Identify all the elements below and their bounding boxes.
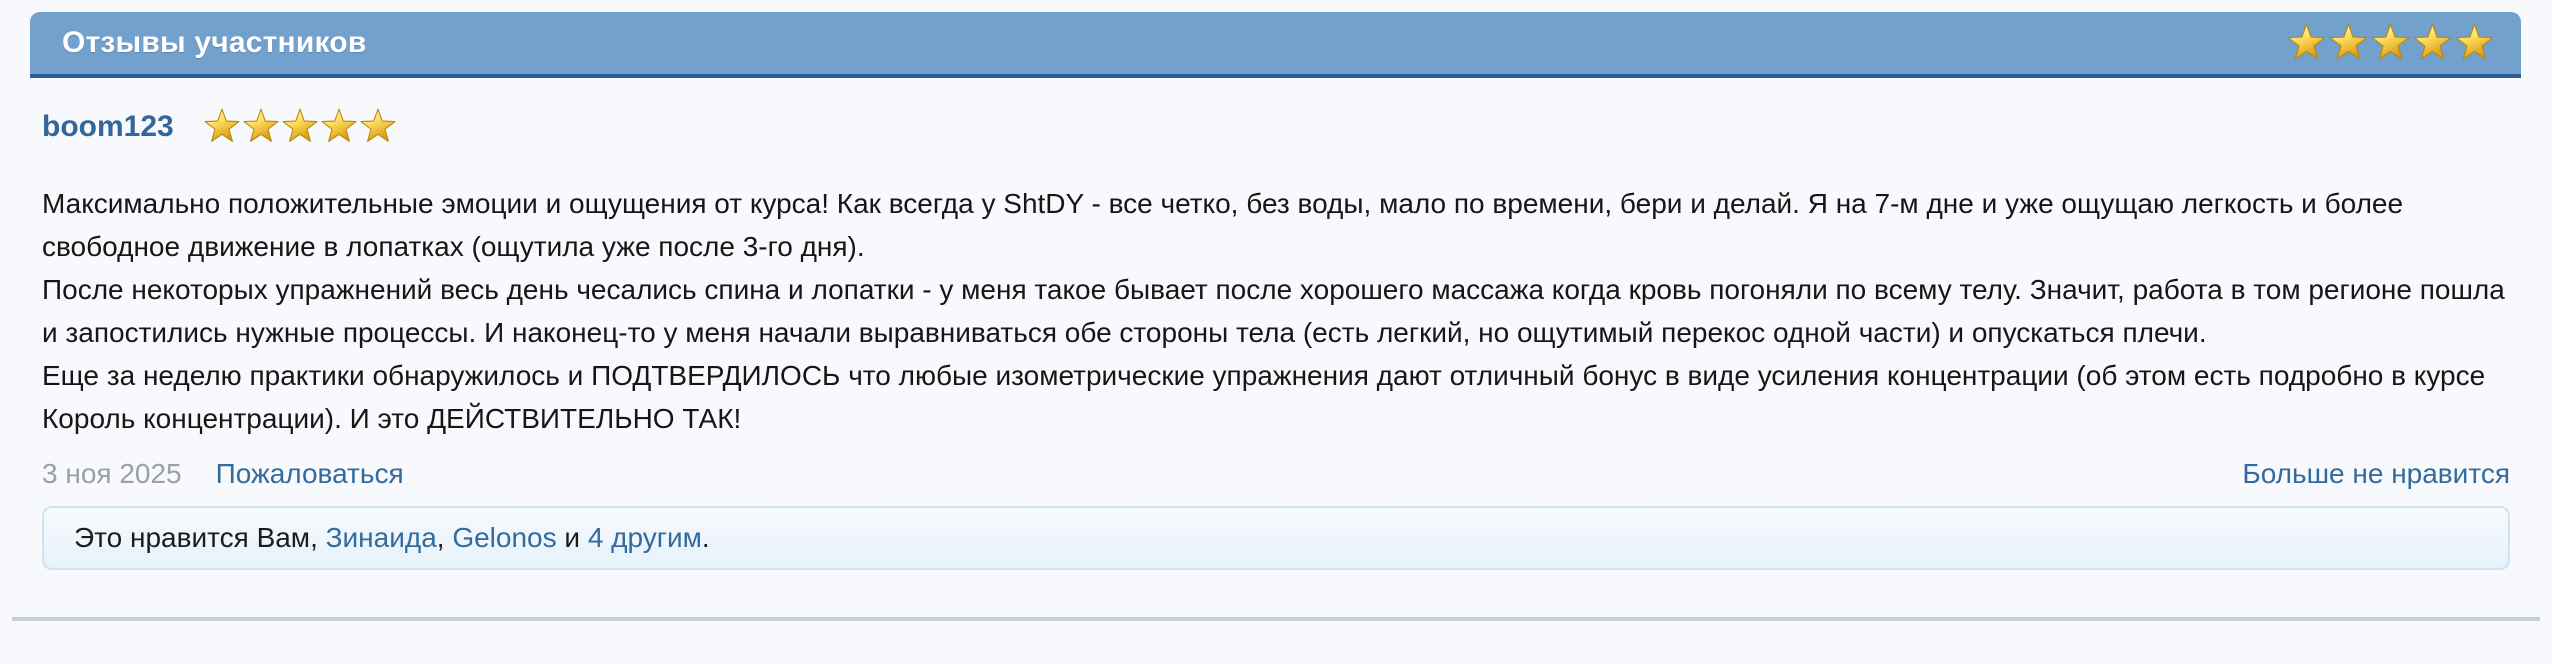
liker-link-1[interactable]: Зинаида [325, 522, 437, 553]
gold-star-icon [2328, 23, 2369, 64]
gold-star-icon [2286, 23, 2327, 64]
likes-you: Вам [256, 522, 311, 553]
gold-star-icon [203, 108, 241, 146]
review-paragraph: Еще за неделю практики обнаружилось и ПОДТВЕРДИЛОСЬ что любые изометрические упражнения дают отличный бонус в виде усиления концентрации (об этом есть подробно в курсе Король концентрации). И это ДЕЙСТВИТЕЛЬНО ТАК! [42, 360, 2486, 434]
review-date: 3 ноя 2025 [42, 458, 182, 489]
unlike-link[interactable]: Больше не нравится [2242, 458, 2510, 489]
bottom-divider [12, 617, 2540, 621]
review-paragraph: После некоторых упражнений весь день чесались спина и лопатки - у меня такое бывает после хорошего массажа когда кровь погоняли по всему телу. Значит, работа в том регионе пошла и запостились нужные процессы. И наконец-то у меня начали выравниваться обе стороны тела (есть легкий, но ощутимый перекос одной части) и опускаться плечи. [42, 274, 2505, 348]
likes-prefix: Это нравится [74, 522, 257, 553]
gold-star-icon [2412, 23, 2453, 64]
likes-suffix: . [701, 522, 710, 553]
review-card [42, 78, 2510, 570]
likes-others-link[interactable]: 4 другим [587, 522, 702, 553]
username-link[interactable]: boom123 [42, 110, 174, 143]
gold-star-icon [281, 108, 319, 146]
review-rating-stars [202, 108, 397, 146]
gold-star-icon [2454, 23, 2495, 64]
panel-title: Отзывы участников [62, 26, 367, 59]
likes-bar [42, 506, 2510, 570]
gold-star-icon [242, 108, 280, 146]
likes-separator: , [436, 522, 453, 553]
review-paragraph: Максимально положительные эмоции и ощущения от курса! Как всегда у ShtDY - все четко, без воды, мало по времени, бери и делай. Я на 7-м дне и уже ощущаю легкость и более свободное движение в лопатках (ощутила уже после 3-го дня). [42, 188, 2404, 262]
likes-and: и [556, 522, 588, 553]
overall-rating-stars [2285, 23, 2495, 64]
gold-star-icon [2370, 23, 2411, 64]
review-text [42, 182, 2510, 440]
liker-link-2[interactable]: Gelonos [452, 522, 557, 553]
gold-star-icon [359, 108, 397, 146]
gold-star-icon [320, 108, 358, 146]
review-head [42, 108, 2510, 146]
review-meta-left [42, 458, 404, 490]
report-link[interactable]: Пожаловаться [215, 458, 404, 489]
review-meta-row [42, 458, 2510, 490]
likes-separator: , [310, 522, 326, 553]
likes-text [74, 522, 710, 554]
reviews-header [30, 12, 2521, 78]
